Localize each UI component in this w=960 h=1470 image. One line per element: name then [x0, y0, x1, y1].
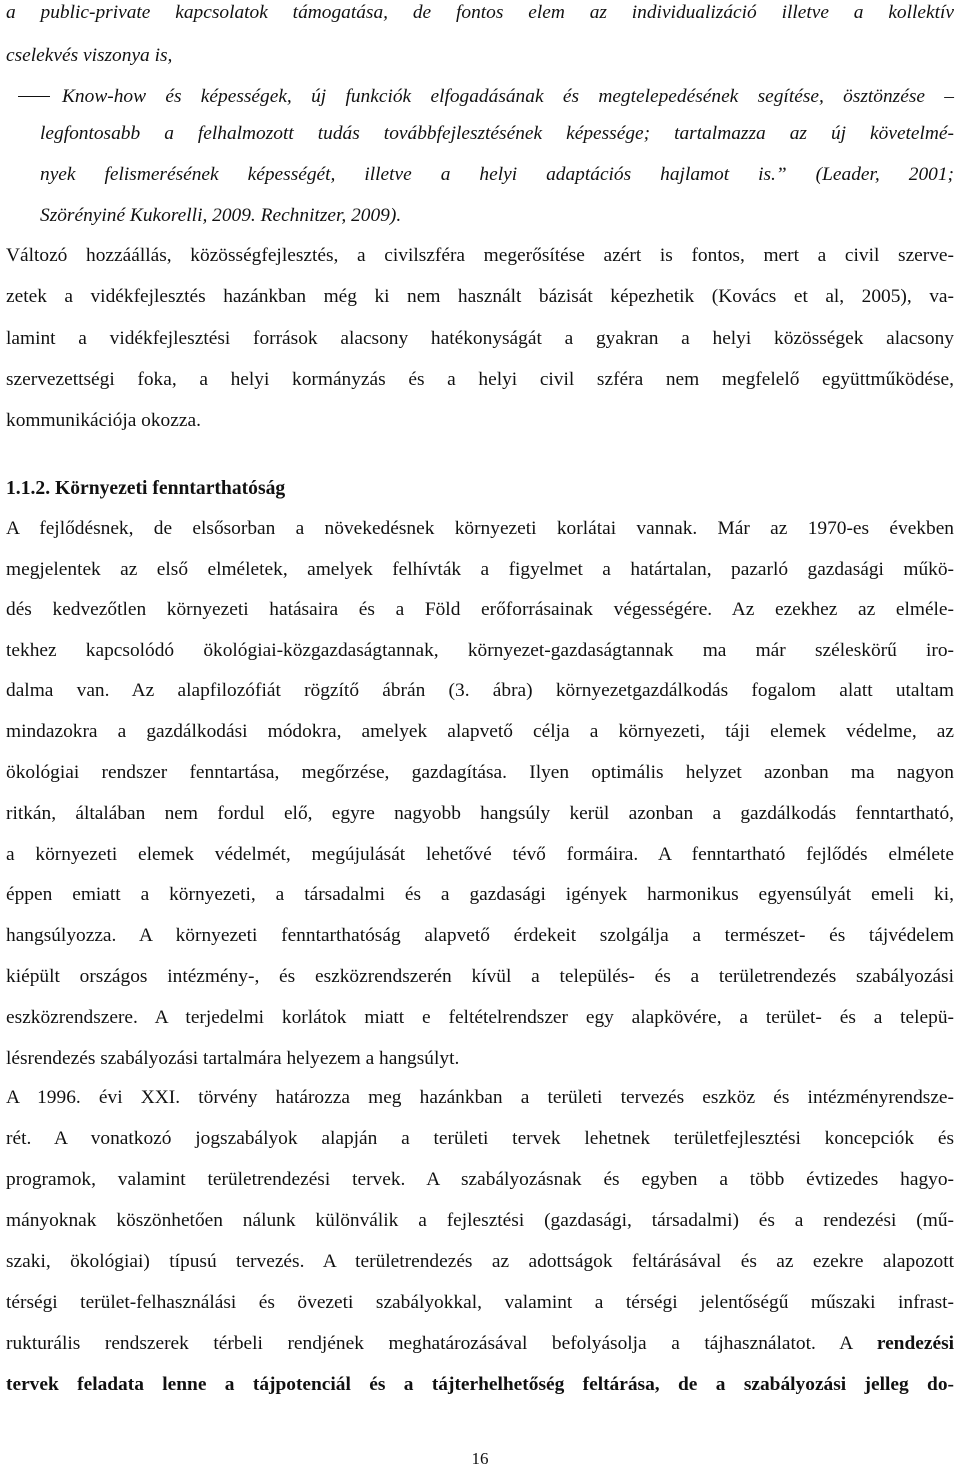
- line-text: rukturális rendszerek térbeli rendjének meghatározásával befolyásolja a tájhasználatot. A: [6, 1333, 853, 1354]
- paragraph-line: ökológiai rendszer fenntartása, megőrzése, gazdagítása. Ilyen optimális helyzet azonban ma nagyon: [6, 762, 954, 783]
- paragraph-line: megjelentek az első elméletek, amelyek felhívták a figyelmet a határtalan, pazarló gazdasági műkö-: [6, 559, 954, 580]
- paragraph-line: a környezeti elemek védelmét, megújulását lehetővé tévő formáira. A fenntartható fejlődés elmélete: [6, 844, 954, 865]
- paragraph-line: lésrendezés szabályozási tartalmára helyezem a hangsúlyt.: [6, 1048, 460, 1069]
- text-line: a public-private kapcsolatok támogatása, de fontos elem az individualizáció illetve a kollektív: [6, 2, 954, 23]
- section-heading: 1.1.2. Környezeti fenntarthatóság: [6, 478, 286, 499]
- paragraph-line: [6, 1331, 954, 1357]
- paragraph-line: programok, valamint területrendezési tervek. A szabályozásnak és egyben a több évtizedes hagyo-: [6, 1169, 954, 1190]
- text-line: [40, 162, 954, 188]
- text-line-content: Know-how és képességek, új funkciók elfogadásának és megtelepedésének segítése, ösztönzése –: [62, 86, 954, 107]
- paragraph-line-bold: tervek feladata lenne a tájpotenciál és a tájterhelhetőség feltárása, de a szabályozási jelleg do-: [6, 1374, 954, 1395]
- text-line: legfontosabb a felhalmozott tudás továbbfejlesztésének képessége; tartalmazza az új követelmé-: [40, 123, 954, 144]
- citation: (Leader, 2001;: [815, 164, 954, 185]
- paragraph-line: éppen emiatt a környezeti, a társadalmi és a gazdasági igények harmonikus egyensúlyát emeli ki,: [6, 884, 954, 905]
- paragraph-line: kommunikációja okozza.: [6, 410, 201, 431]
- paragraph-line: térségi terület-felhasználási és övezeti szabályokkal, valamint a térségi jelentőségű műszaki infrast-: [6, 1292, 954, 1313]
- em-dash-icon: [18, 96, 50, 97]
- paragraph-line: zetek a vidékfejlesztés hazánkban még ki nem használt bázisát képezhetik (Kovács et al, 2005), va-: [6, 286, 954, 307]
- paragraph-line: szervezettségi foka, a helyi kormányzás és a helyi civil szféra nem megfelelő együttműködése,: [6, 369, 954, 390]
- paragraph-line: eszközrendszere. A terjedelmi korlátok miatt e feltételrendszer egy alapkövére, a terület- és a telepü-: [6, 1007, 954, 1028]
- bold-text: rendezési: [876, 1333, 954, 1354]
- page-number: 16: [471, 1449, 489, 1468]
- paragraph-line: mindazokra a gazdálkodási módokra, amelyek alapvető célja a környezeti, táji elemek védelme, az: [6, 721, 954, 742]
- paragraph-line: tekhez kapcsolódó ökológiai-közgazdaságtannak, környezet-gazdaságtannak ma már széleskörű iro-: [6, 640, 954, 661]
- text-line: cselekvés viszonya is,: [6, 45, 173, 66]
- paragraph-line: A 1996. évi XXI. törvény határozza meg hazánkban a területi tervezés eszköz és intézményrendsze-: [6, 1087, 954, 1108]
- paragraph-line: kiépült országos intézmény-, és eszközrendszerén kívül a település- és a területrendezés szabályozási: [6, 966, 954, 987]
- quote-end: nyek felismerésének képességét, illetve a helyi adaptációs hajlamot is.”: [40, 164, 787, 185]
- paragraph-line: hangsúlyozza. A környezeti fenntarthatóság alapvető érdekeit szolgálja a természet- és tájvédelem: [6, 925, 954, 946]
- paragraph-line: mányoknak köszönhetően nálunk különválik a fejlesztési (gazdasági, társadalmi) és a rendezési (mű-: [6, 1210, 954, 1231]
- paragraph-line: lamint a vidékfejlesztési források alacsony hatékonyságát a gyakran a helyi közösségek alacsony: [6, 328, 954, 349]
- paragraph-line: A fejlődésnek, de elsősorban a növekedésnek környezeti korlátai vannak. Már az 1970-es években: [6, 518, 954, 539]
- paragraph-line: rét. A vonatkozó jogszabályok alapján a területi tervek lehetnek területfejlesztési koncepciók és: [6, 1128, 954, 1149]
- paragraph-line: szaki, ökológiai) típusú tervezés. A területrendezés az adottságok feltárásával és az ezekre alapozott: [6, 1251, 954, 1272]
- paragraph-line: ritkán, általában nem fordul elő, egyre nagyobb hangsúly kerül azonban a gazdálkodás fenntartható,: [6, 803, 954, 824]
- paragraph-line: Változó hozzáállás, közösségfejlesztés, a civilszféra megerősítése azért is fontos, mert a civil szerve-: [6, 245, 954, 266]
- text-line-dash: [18, 84, 954, 110]
- paragraph-line: dalma van. Az alapfilozófiát rögzítő ábrán (3. ábra) környezetgazdálkodás fogalom alatt utaltam: [6, 680, 954, 701]
- text-line: Szörényiné Kukorelli, 2009. Rechnitzer, 2009).: [40, 205, 402, 226]
- paragraph-line: dés kedvezőtlen környezeti hatásaira és a Föld erőforrásainak végességére. Az ezekhez az elméle-: [6, 599, 954, 620]
